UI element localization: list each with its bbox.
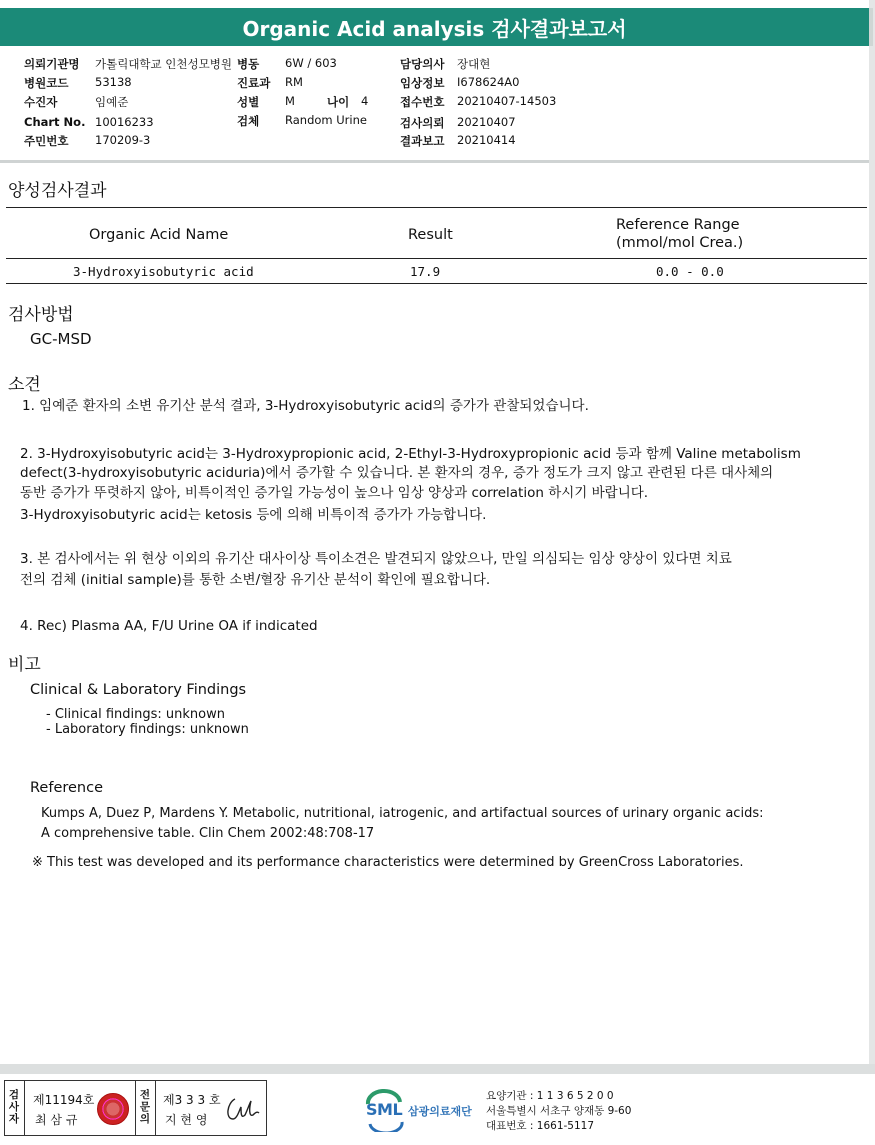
- footer-band: [0, 1064, 875, 1074]
- address-line: 서울특별시 서초구 양재동 9-60: [486, 1105, 632, 1117]
- org-name: 삼광의료재단: [408, 1105, 472, 1118]
- reference-line-1: Kumps A, Duez P, Mardens Y. Metabolic, nutritional, iatrogenic, and artifactual sources of urinary organic acids:: [41, 806, 764, 821]
- finding-item-2-line-2: defect(3-hydroxyisobutyric aciduria)에서 증가할 수 있습니다. 본 환자의 경우, 증가 정도가 크지 않고 관련된 다른 대사체의: [20, 465, 774, 481]
- doctor-value: 장대현: [457, 57, 491, 71]
- department-value: RM: [285, 75, 303, 89]
- column-header-reference: Reference Range: [616, 217, 740, 233]
- signature-divider: [135, 1081, 136, 1135]
- institution-code: 요양기관 : 1 1 3 6 5 2 0 0: [486, 1090, 614, 1102]
- clinical-info-label: 임상정보: [400, 76, 445, 90]
- hospital-value: 가톨릭대학교 인천성모병원: [95, 57, 232, 71]
- finding-item-3-line-2: 전의 검체 (initial sample)를 통한 소변/혈장 유기산 분석이 확인에 필요합니다.: [20, 572, 491, 588]
- doctor-label: 담당의사: [400, 57, 445, 71]
- table-top-rule: [6, 207, 867, 208]
- sex-value: M: [285, 94, 295, 108]
- department-label: 진료과: [237, 76, 271, 90]
- inspector-license-no: 제11194호: [33, 1093, 95, 1107]
- patient-info: [0, 56, 869, 156]
- header-divider: [0, 160, 869, 163]
- specialist-name: 지 현 영: [165, 1113, 208, 1127]
- specimen-value: Random Urine: [285, 113, 367, 127]
- page-edge: [869, 0, 875, 1070]
- report-date-label: 결과보고: [400, 134, 445, 148]
- sex-label: 성별: [237, 95, 260, 109]
- column-header-name: Organic Acid Name: [89, 227, 229, 243]
- finding-item-1: 1. 임예준 환자의 소변 유기산 분석 결과, 3-Hydroxyisobutyric acid의 증가가 관찰되었습니다.: [22, 398, 589, 414]
- receipt-no-value: 20210407-14503: [457, 94, 557, 108]
- patient-name-value: 임예준: [95, 95, 129, 109]
- inspector-seal-stamp: [97, 1093, 129, 1125]
- finding-item-2-line-3: 동반 증가가 뚜렷하지 않아, 비특이적인 증가일 가능성이 높으나 임상 양상과 correlation 하시기 바랍니다.: [20, 485, 649, 501]
- resident-no-label: 주민번호: [24, 134, 69, 148]
- hospital-code-label: 병원코드: [24, 76, 69, 90]
- ward-value: 6W / 603: [285, 56, 337, 70]
- signature-divider: [155, 1081, 156, 1135]
- table-bottom-rule: [6, 283, 867, 284]
- clinical-info-value: I678624A0: [457, 75, 520, 89]
- phone-line: 대표번호 : 1661-5117: [486, 1120, 595, 1132]
- column-header-result: Result: [408, 227, 453, 243]
- request-date-value: 20210407: [457, 115, 516, 129]
- resident-no-value: 170209-3: [95, 133, 151, 147]
- sml-logo: [362, 1088, 482, 1132]
- sml-logo-text: SML: [366, 1100, 403, 1119]
- org-address: [486, 1089, 631, 1134]
- method-value: GC-MSD: [30, 330, 92, 348]
- finding-item-3-line-1: 3. 본 검사에서는 위 현상 이외의 유기산 대사이상 특이소견은 발견되지 않았으나, 만일 의심되는 임상 양상이 있다면 치료: [20, 551, 732, 567]
- reference-line-2: A comprehensive table. Clin Chem 2002:48:708-17: [41, 826, 375, 841]
- reference-title: Reference: [30, 780, 104, 796]
- age-label: 나이: [327, 95, 350, 109]
- positive-results-title: 양성검사결과: [8, 181, 107, 201]
- report-title: Organic Acid analysis 검사결과보고서: [0, 8, 873, 46]
- table-header-rule: [6, 258, 867, 259]
- specimen-label: 검체: [237, 114, 260, 128]
- finding-item-2-line-4: 3-Hydroxyisobutyric acid는 ketosis 등에 의해 비특이적 증가가 가능합니다.: [20, 507, 487, 523]
- result-name-cell: 3-Hydroxyisobutyric acid: [73, 264, 254, 279]
- signature-divider: [24, 1081, 25, 1135]
- disclaimer-note: ※ This test was developed and its performance characteristics were determined by GreenCross Laboratories.: [32, 855, 744, 870]
- finding-item-2-line-1: 2. 3-Hydroxyisobutyric acid는 3-Hydroxypropionic acid, 2-Ethyl-3-Hydroxypropionic acid 등과 함께 Valine metabolism: [20, 446, 801, 462]
- inspector-label: 검사자: [8, 1089, 20, 1125]
- chart-no-value: 10016233: [95, 115, 154, 129]
- clinical-finding-item: - Clinical findings: unknown: [46, 707, 225, 722]
- finding-item-4: 4. Rec) Plasma AA, F/U Urine OA if indicated: [20, 618, 318, 634]
- patient-name-label: 수진자: [24, 95, 58, 109]
- chart-no-label: Chart No.: [24, 115, 86, 129]
- method-title: 검사방법: [8, 305, 74, 325]
- clinical-findings-title: Clinical & Laboratory Findings: [30, 682, 247, 698]
- inspector-name: 최 삼 규: [35, 1113, 78, 1127]
- column-header-unit: (mmol/mol Crea.): [616, 235, 744, 251]
- findings-title: 소견: [8, 375, 41, 395]
- remarks-title: 비고: [8, 655, 41, 675]
- report-date-value: 20210414: [457, 133, 516, 147]
- request-date-label: 검사의뢰: [400, 116, 445, 130]
- hospital-label: 의뢰기관명: [24, 57, 80, 71]
- ward-label: 병동: [237, 57, 260, 71]
- specialist-signature-icon: [223, 1093, 263, 1125]
- hospital-code-value: 53138: [95, 75, 132, 89]
- result-reference-cell: 0.0 - 0.0: [656, 264, 724, 279]
- signature-box: [4, 1080, 267, 1136]
- result-value-cell: 17.9: [410, 264, 441, 279]
- laboratory-finding-item: - Laboratory findings: unknown: [46, 722, 249, 737]
- specialist-license-no: 제3 3 3 호: [163, 1093, 221, 1107]
- receipt-no-label: 접수번호: [400, 95, 445, 109]
- age-value: 4: [361, 94, 369, 108]
- specialist-label: 전문의: [139, 1089, 151, 1125]
